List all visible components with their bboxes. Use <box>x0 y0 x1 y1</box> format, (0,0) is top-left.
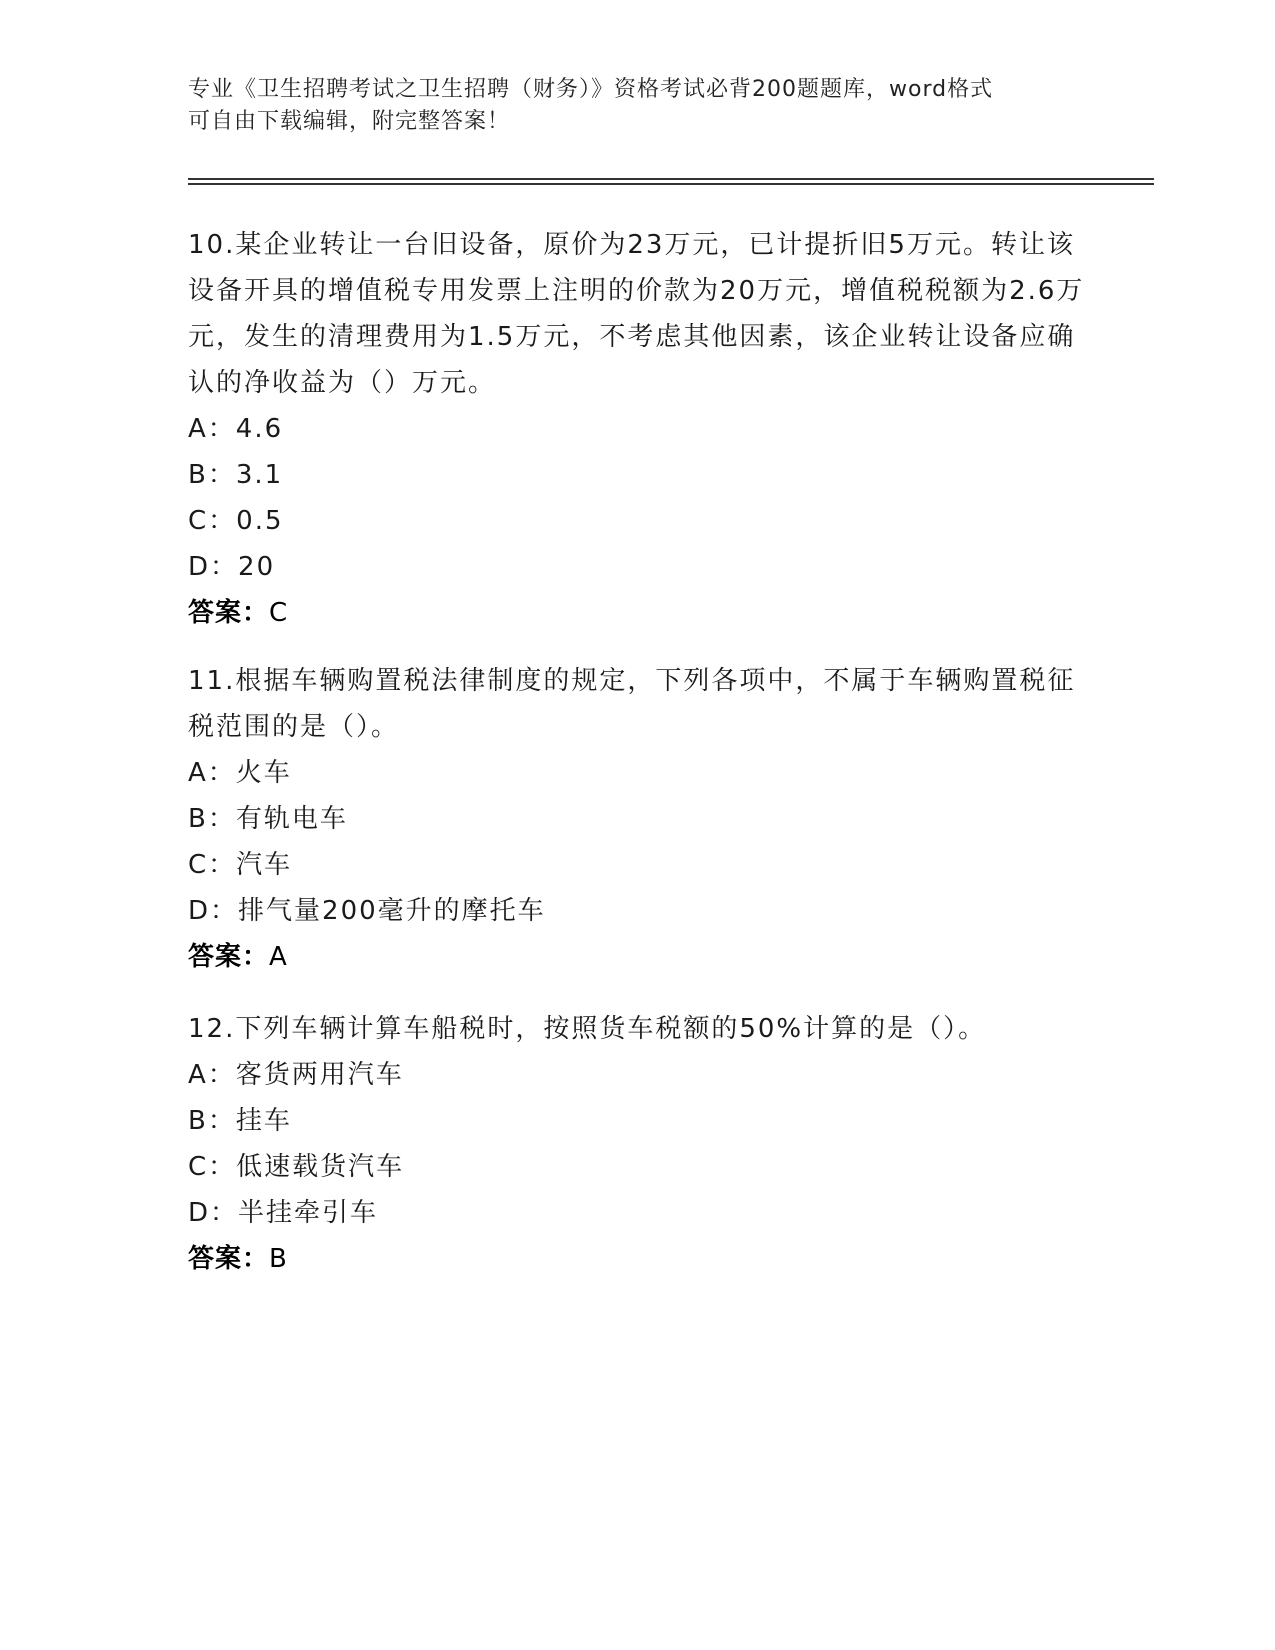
answer-label: 答案： <box>188 942 270 972</box>
answer-value: A <box>269 942 287 972</box>
option-b: B：有轨电车 <box>188 804 348 834</box>
option-d: D：排气量200毫升的摩托车 <box>188 896 546 926</box>
option-c: C：低速载货汽车 <box>188 1152 405 1182</box>
option-a: A：火车 <box>188 758 292 788</box>
option-c: C：汽车 <box>188 850 293 880</box>
answer-value: B <box>269 1244 287 1274</box>
answer-label: 答案： <box>188 1244 270 1274</box>
option-a: A：客货两用汽车 <box>188 1060 404 1090</box>
option-d: D：20 <box>188 552 276 582</box>
question-12 <box>188 1006 1088 1282</box>
option-b: B：挂车 <box>188 1106 292 1136</box>
option-b: B：3.1 <box>188 460 284 490</box>
answer <box>188 1236 1088 1282</box>
question-11 <box>188 658 1088 980</box>
answer <box>188 590 1088 636</box>
option-a: A：4.6 <box>188 414 284 444</box>
header-line-1: 专业《卫生招聘考试之卫生招聘（财务）》资格考试必背200题题库，word格式 <box>188 77 994 102</box>
answer-label: 答案： <box>188 598 270 628</box>
option-d: D：半挂牵引车 <box>188 1198 379 1228</box>
question-stem: 10.某企业转让一台旧设备，原价为23万元，已计提折旧5万元。转让该设备开具的增值税专用发票上注明的价款为20万元，增值税税额为2.6万元，发生的清理费用为1.5万元，不考虑其他因素，该企业转让设备应确认的净收益为（）万元。 <box>188 230 1085 398</box>
question-stem: 12.下列车辆计算车船税时，按照货车税额的50%计算的是（）。 <box>188 1014 987 1044</box>
option-c: C：0.5 <box>188 506 284 536</box>
question-stem: 11.根据车辆购置税法律制度的规定，下列各项中，不属于车辆购置税征税范围的是（）。 <box>188 666 1076 742</box>
header-line-2: 可自由下载编辑，附完整答案！ <box>188 109 511 134</box>
question-10 <box>188 222 1088 636</box>
header-divider <box>188 178 1154 185</box>
answer <box>188 934 1088 980</box>
document-header <box>188 74 1088 138</box>
answer-value: C <box>269 598 288 628</box>
